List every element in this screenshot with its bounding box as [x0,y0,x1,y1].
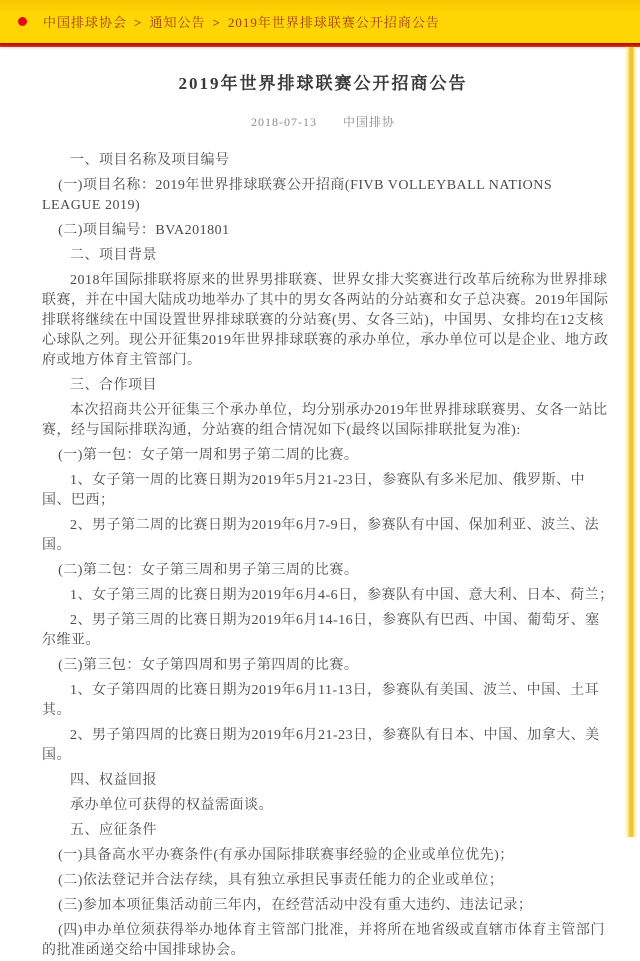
breadcrumb-item-1[interactable]: 中国排球协会 [43,15,128,30]
article-meta [42,114,604,130]
paragraph-numbered: 1、女子第一周的比赛日期为2019年5月21-23日，参赛队有多米尼加、俄罗斯、中国、巴西； [42,473,586,508]
breadcrumb-item-2[interactable]: 通知公告 [149,15,206,30]
paragraph-item: (三)第三包：女子第四周和男子第四周的比赛。 [58,658,359,673]
paragraph-item: (三)参加本项征集活动前三年内，在经营活动中没有重大违约、违法记录； [58,898,533,913]
breadcrumb-bar [0,0,640,43]
paragraph-numbered: 2、男子第三周的比赛日期为2019年6月14-16日，参赛队有巴西、中国、葡萄牙、塞尔维亚。 [42,613,600,648]
publish-date: 2018-07-13 [250,115,317,129]
article [0,47,640,961]
paragraph-item: (一)项目名称：2019年世界排球联赛公开招商(FIVB VOLLEYBALL NATIONS LEAGUE 2019) [42,178,553,213]
paragraph-item: (二)第二包：女子第三周和男子第三周的比赛。 [58,563,359,578]
breadcrumb-separator: > [212,15,221,30]
paragraph-item: (二)依法登记并合法存续，具有独立承担民事责任能力的企业或单位； [58,873,504,888]
paragraph-item: (四)申办单位须获得举办地体育主管部门批准，并将所在地省级或直辖市体育主管部门的批准函递交给中国排球协会。 [42,923,605,958]
breadcrumb-item-3: 2019年世界排球联赛公开招商公告 [227,15,440,30]
paragraph-plain: 承办单位可获得的权益需面谈。 [70,798,273,813]
breadcrumb-separator: > [134,15,143,30]
page-title: 2019年世界排球联赛公开招商公告 [178,74,468,93]
paragraph-numbered: 2、男子第四周的比赛日期为2019年6月21-23日，参赛队有日本、中国、加拿大、美国。 [42,728,600,763]
paragraph-section: 二、项目背景 [70,248,157,263]
source-name: 中国排协 [342,115,395,129]
paragraph-item: (一)第一包：女子第一周和男子第二周的比赛。 [58,448,359,463]
paragraph-section: 一、项目名称及项目编号 [70,153,230,168]
article-body [42,151,614,961]
breadcrumb [43,12,440,31]
paragraph-body: 本次招商共公开征集三个承办单位，均分别承办2019年世界排球联赛男、女各一站比赛，经与国际排联沟通，分站赛的组合情况如下(最终以国际排联批复为准): [42,403,608,438]
paragraph-numbered: 2、男子第二周的比赛日期为2019年6月7-9日，参赛队有中国、保加利亚、波兰、法国。 [42,518,600,553]
red-bullet-icon [18,17,27,26]
paragraph-numbered: 1、女子第四周的比赛日期为2019年6月11-13日，参赛队有美国、波兰、中国、土耳其。 [42,683,600,718]
paragraph-section: 三、合作项目 [70,378,157,393]
paragraph-section: 四、权益回报 [70,773,157,788]
paragraph-item: (二)项目编号：BVA201801 [58,223,230,238]
paragraph-body: 2018年国际排联将原来的世界男排联赛、世界女排大奖赛进行改革后统称为世界排球联赛，并在中国大陆成功地举办了其中的男女各两站的分站赛和女子总决赛。2019年国际排联将继续在中国设置世界排球联赛的分站赛(男、女各三站)，中国男、女排均在12支核心球队之列。现公开征集2019年世界排球联赛的承办单位，承办单位可以是企业、地方政府或地方体育主管部门。 [42,273,609,368]
paragraph-numbered: 1、女子第三周的比赛日期为2019年6月4-6日，参赛队有中国、意大利、日本、荷兰； [70,588,614,603]
paragraph-section: 五、应征条件 [70,823,157,838]
paragraph-item: (一)具备高水平办赛条件(有承办国际排联赛事经验的企业或单位优先)； [58,848,514,863]
